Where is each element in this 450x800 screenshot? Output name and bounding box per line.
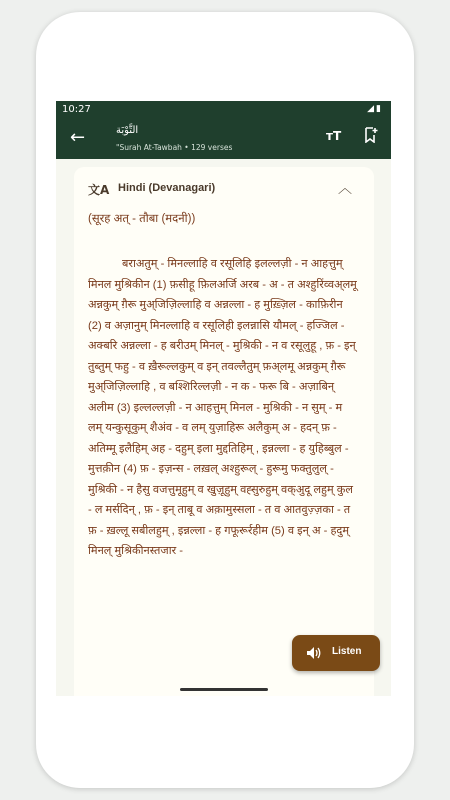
signal-icon: ◢ <box>367 104 377 114</box>
app-screen <box>56 101 391 696</box>
translation-text: बराअतुम् - मिनल्लाहि व रसूलिहि इलल्लज़ी - न आहत्तुम् मिनल मुश्रिकीन (1) फ़सीहू फ़िलअर्जि अरब - अ - त अश्हुरिंव्वअ्लमू अन्नकुम् ग़ैरू मुअ्जिज़िल्लाहि व अन्नल्ला - ह मुख़्ज़िल - काफ़िरीन (2) व अज़ानुम् मिनल्लाहि व रसूलिही इलन्नासि यौमल् - हज्जिल - अक्बरि अन्नल्ला - ह बरीउम् मिनल् - मुश्रिकी - न व रसूलुहू , फ़ - इन् तुब्तुम् फहु - व ख़ैरूल्लकुम् व इन् तवल्लैतुम् फ़अ्लमू अन्नकुम् ग़ैरू मुअ्जिज़िल्लाहि , व बश्शिरिल्लज़ी - न क - फरू बि - अज़ाबिन् अलीम (3) इल्लल्लज़ी - न आहत्तुम् मिनल - मुश्रिकी - न सुम् - म लम् यन्कुसूकुम् शैअंव - व लम् युज़ाहिरू अलैकुम् अ - हदन् फ़ - अतिम्मू इलैहिम् अह - दहुम् इला मुद्दतिहिम् , इन्नल्ला - ह युहिब्बुल - मुत्तक़ीन (4) फ़ - इज़न्स - लख़ल् अश्हुरूल् - हुरूमु फक्तुलुल् - मुश्रिकी - न हैसु वजत्तुमूहुम् व खुज़ूहुम् वह्सुरुहुम् वक्अुदू लहुम् कुल - ल मर्सदिन् , फ़ - इन् ताबू व अक़ामुस्सला - त व आतवुज़्ज़का - त फ़ - ख़ल्लू सबीलहुम् , इन्नल्ला - ह गफूरूर्रहीम (5) व इन् अ - हदुम् मिनल् मुश्रिकीनस्तजार - <box>88 258 357 557</box>
status-icons <box>367 104 383 114</box>
surah-name-hindi: (सूरह अत् - तौबा (मदनी)) <box>88 213 196 225</box>
language-selector[interactable] <box>88 177 358 203</box>
content-area <box>56 159 391 696</box>
bookmark-add-icon[interactable] <box>364 127 378 143</box>
language-label: Hindi (Devanagari) <box>118 182 216 194</box>
status-bar <box>56 101 391 119</box>
translation-card <box>74 167 374 696</box>
battery-icon: ▮ <box>376 104 383 114</box>
back-arrow-icon[interactable]: ← <box>70 127 86 148</box>
translate-icon: 文A <box>88 183 110 197</box>
listen-button[interactable] <box>292 635 380 671</box>
speaker-icon <box>306 646 322 660</box>
chevron-up-icon[interactable]: ︿ <box>338 181 352 197</box>
app-bar <box>56 119 391 159</box>
surah-subtitle: "Surah At-Tawbah • 129 verses <box>116 143 233 152</box>
home-indicator[interactable] <box>180 688 268 691</box>
surah-arabic-title: التَّوْبَة <box>116 125 139 136</box>
status-time: 10:27 <box>62 104 91 115</box>
text-size-icon[interactable]: ᴛT <box>326 129 342 143</box>
listen-label: Listen <box>332 646 362 657</box>
